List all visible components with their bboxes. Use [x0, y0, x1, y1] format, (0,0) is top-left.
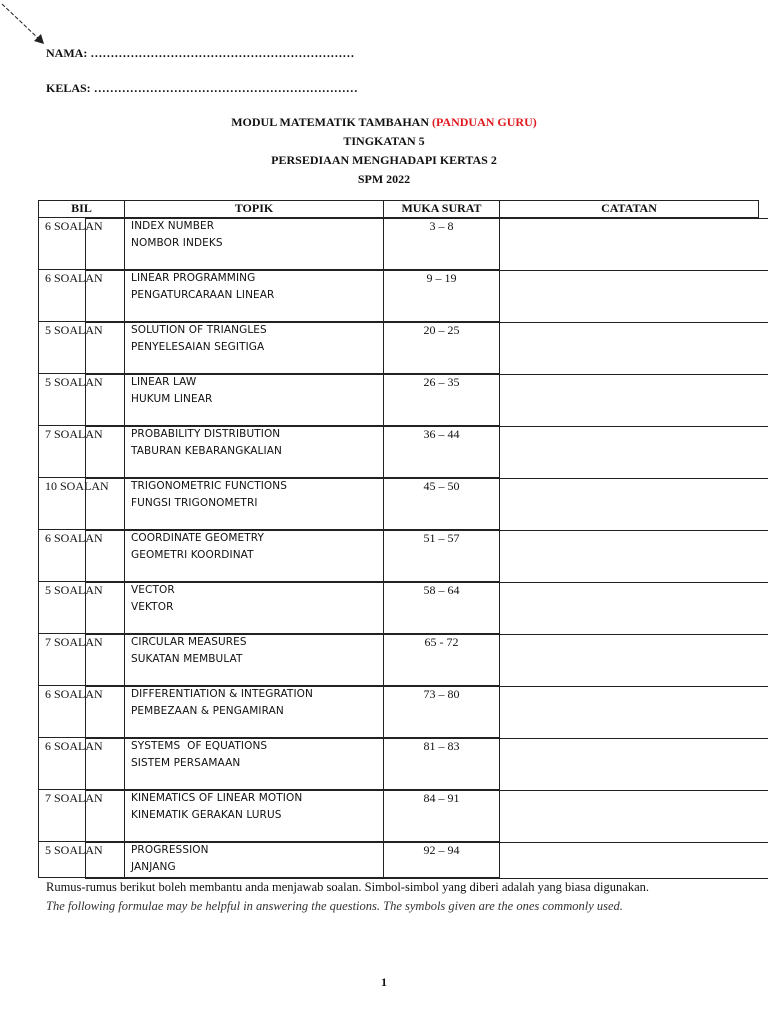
catatan-cell — [85, 738, 768, 791]
question-count-cell: 5 SOALAN — [39, 322, 125, 374]
question-count-cell: 5 SOALAN — [39, 582, 125, 634]
question-count-cell: 6 SOALAN — [39, 686, 125, 738]
table-row — [39, 686, 759, 738]
question-count-cell: 5 SOALAN — [39, 842, 125, 878]
note-malay: Rumus-rumus berikut boleh membantu anda menjawab soalan. Simbol-simbol yang diberi adalah yang biasa digunakan. — [46, 880, 649, 894]
topic-malay: KINEMATIK GERAKAN LURUS — [131, 809, 282, 821]
kelas-label: KELAS: — [46, 81, 91, 95]
question-count-cell: 7 SOALAN — [39, 426, 125, 478]
topic-malay: PENGATURCARAAN LINEAR — [131, 289, 275, 301]
table-row — [39, 374, 759, 426]
table-body — [39, 218, 759, 878]
topic-malay: NOMBOR INDEKS — [131, 237, 223, 249]
table-header-row — [39, 201, 759, 218]
question-count-cell: 6 SOALAN — [39, 738, 125, 790]
topic-english: KINEMATICS OF LINEAR MOTION — [131, 792, 303, 804]
header-guide-label: (PANDUAN GURU) — [432, 115, 537, 129]
topic-english: CIRCULAR MEASURES — [131, 636, 247, 648]
catatan-cell — [85, 478, 768, 531]
column-header-muka-surat: MUKA SURAT — [384, 201, 500, 218]
header-title: MODUL MATEMATIK TAMBAHAN — [231, 115, 432, 129]
table-row — [39, 790, 759, 842]
kelas-blank: ………………………………………………………… — [93, 81, 358, 95]
catatan-cell — [85, 426, 768, 479]
topic-malay: HUKUM LINEAR — [131, 393, 213, 405]
page-range-cell: 65 - 72 — [384, 634, 500, 686]
table-row — [39, 426, 759, 478]
catatan-cell — [85, 374, 768, 427]
note-english: The following formulae may be helpful in answering the questions. The symbols given are the ones commonly used. — [46, 899, 623, 913]
column-header-topik: TOPIK — [125, 201, 384, 218]
question-count-cell: 10 SOALAN — [39, 478, 125, 530]
catatan-cell — [85, 582, 768, 635]
nama-blank: ………………………………………………………… — [90, 46, 355, 60]
table-row — [39, 530, 759, 582]
catatan-cell — [85, 790, 768, 843]
topic-malay: TABURAN KEBARANGKALIAN — [131, 445, 282, 457]
topic-english: INDEX NUMBER — [131, 220, 215, 232]
topic-malay: PEMBEZAAN & PENGAMIRAN — [131, 705, 284, 717]
page-range-cell: 20 – 25 — [384, 322, 500, 374]
question-count-cell: 7 SOALAN — [39, 790, 125, 842]
table-row — [39, 842, 759, 878]
nama-label: NAMA: — [46, 46, 88, 60]
catatan-cell — [85, 530, 768, 583]
catatan-cell — [85, 634, 768, 687]
column-header-catatan: CATATAN — [500, 201, 759, 218]
question-count-cell: 6 SOALAN — [39, 270, 125, 322]
page-range-cell: 45 – 50 — [384, 478, 500, 530]
table-row — [39, 634, 759, 686]
catatan-cell — [85, 218, 768, 271]
page-range-cell: 26 – 35 — [384, 374, 500, 426]
catatan-cell — [85, 322, 768, 375]
catatan-cell — [85, 686, 768, 739]
catatan-cell — [85, 270, 768, 323]
topic-english: SOLUTION OF TRIANGLES — [131, 324, 267, 336]
document-header — [0, 113, 768, 189]
page-range-cell: 81 – 83 — [384, 738, 500, 790]
catatan-cell — [85, 842, 768, 879]
column-header-bil: BIL — [39, 201, 125, 218]
question-count-cell: 6 SOALAN — [39, 218, 125, 270]
page-range-cell: 84 – 91 — [384, 790, 500, 842]
topic-english: LINEAR PROGRAMMING — [131, 272, 256, 284]
topic-malay: FUNGSI TRIGONOMETRI — [131, 497, 258, 509]
table-row — [39, 478, 759, 530]
topics-table — [38, 200, 759, 878]
page-range-cell: 73 – 80 — [384, 686, 500, 738]
topic-english: LINEAR LAW — [131, 376, 197, 388]
table-row — [39, 582, 759, 634]
page-number: 1 — [381, 975, 387, 989]
table-row — [39, 218, 759, 270]
question-count-cell: 7 SOALAN — [39, 634, 125, 686]
topic-english: TRIGONOMETRIC FUNCTIONS — [131, 480, 288, 492]
topic-english: PROGRESSION — [131, 844, 209, 856]
topic-english: SYSTEMS OF EQUATIONS — [131, 740, 268, 752]
page-range-cell: 92 – 94 — [384, 842, 500, 878]
kelas-field — [46, 81, 358, 96]
topic-malay: VEKTOR — [131, 601, 174, 613]
topic-english: DIFFERENTIATION & INTEGRATION — [131, 688, 313, 700]
header-line-4: SPM 2022 — [357, 172, 411, 186]
table-row — [39, 270, 759, 322]
topic-english: COORDINATE GEOMETRY — [131, 532, 265, 544]
topic-english: PROBABILITY DISTRIBUTION — [131, 428, 281, 440]
question-count-cell: 6 SOALAN — [39, 530, 125, 582]
topic-malay: JANJANG — [131, 861, 176, 873]
topic-malay: SUKATAN MEMBULAT — [131, 653, 243, 665]
topic-malay: SISTEM PERSAMAAN — [131, 757, 241, 769]
page-range-cell: 58 – 64 — [384, 582, 500, 634]
page-range-cell: 51 – 57 — [384, 530, 500, 582]
header-line-1 — [0, 113, 768, 132]
topic-english: VECTOR — [131, 584, 175, 596]
page-range-cell: 36 – 44 — [384, 426, 500, 478]
question-count-cell: 5 SOALAN — [39, 374, 125, 426]
topic-malay: PENYELESAIAN SEGITIGA — [131, 341, 265, 353]
page-range-cell: 3 – 8 — [384, 218, 500, 270]
header-line-2: TINGKATAN 5 — [343, 134, 425, 148]
header-line-3: PERSEDIAAN MENGHADAPI KERTAS 2 — [271, 153, 497, 167]
topic-malay: GEOMETRI KOORDINAT — [131, 549, 254, 561]
table-row — [39, 322, 759, 374]
table-row — [39, 738, 759, 790]
page-range-cell: 9 – 19 — [384, 270, 500, 322]
nama-field — [46, 46, 354, 61]
